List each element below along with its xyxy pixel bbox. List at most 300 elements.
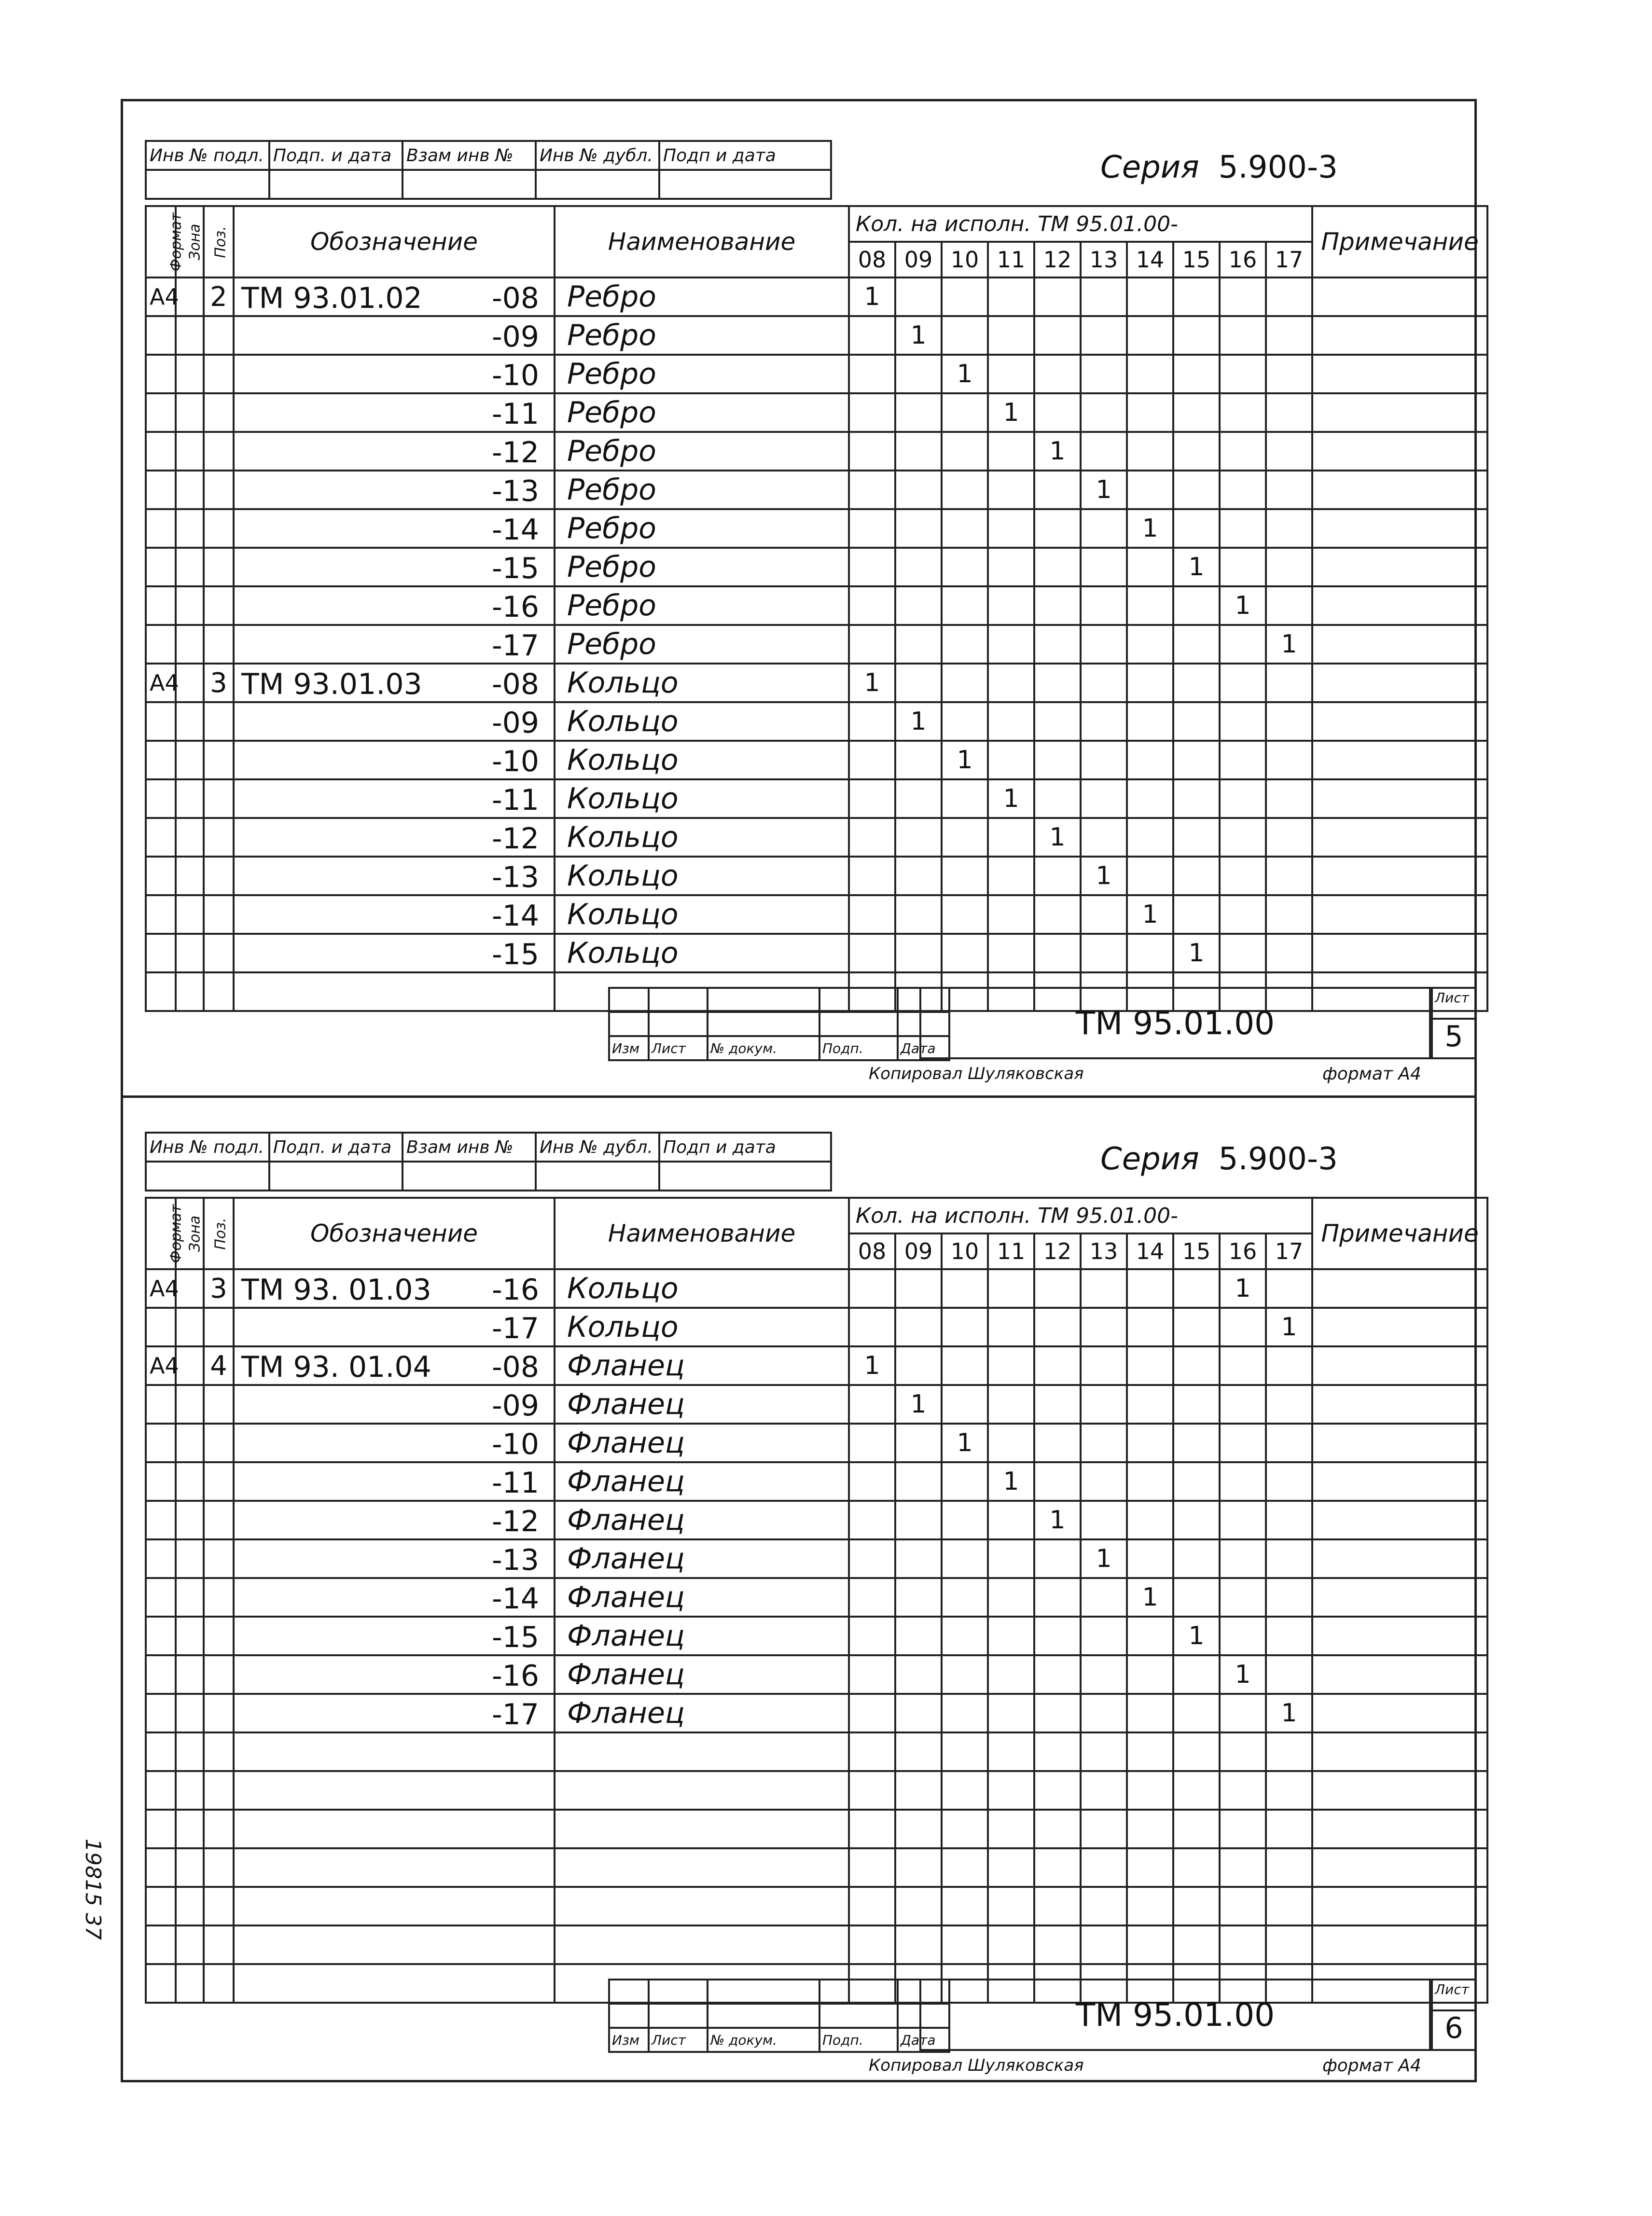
- header-designation: Обозначение: [234, 1198, 555, 1269]
- revision-cell: [819, 988, 898, 1012]
- quantity-cell: [1266, 548, 1312, 586]
- designation-suffix: -15: [492, 552, 539, 585]
- quantity-cell: [849, 1694, 895, 1732]
- designation-cell: [234, 277, 555, 316]
- quantity-cell: [1034, 1539, 1081, 1578]
- quantity-cell: [1173, 1655, 1220, 1694]
- name-cell: Кольцо: [555, 779, 849, 818]
- format-cell: А4: [146, 1346, 176, 1385]
- quantity-cell: [1266, 934, 1312, 972]
- revision-cell: [609, 1980, 649, 2004]
- quantity-cell: 1: [988, 393, 1034, 432]
- header-name: Наименование: [555, 206, 849, 277]
- quantity-cell: [1034, 355, 1081, 393]
- quantity-cell: [1034, 1269, 1081, 1308]
- designation-cell: [234, 1308, 555, 1346]
- position-cell: [204, 1308, 234, 1346]
- empty-cell: [1220, 1732, 1266, 1771]
- name-cell: Кольцо: [555, 1308, 849, 1346]
- designation-suffix: -08: [492, 1350, 539, 1384]
- header-variant: 10: [942, 242, 988, 277]
- sheet-number-box: [1431, 1979, 1477, 2051]
- name-cell: Кольцо: [555, 818, 849, 857]
- quantity-cell: [1266, 586, 1312, 625]
- zone-cell: [176, 316, 204, 355]
- quantity-cell: [895, 818, 942, 857]
- empty-cell: [1127, 1810, 1173, 1848]
- designation-cell: [234, 1617, 555, 1655]
- empty-cell: [1220, 1925, 1266, 1964]
- empty-cell: [1034, 1771, 1081, 1810]
- quantity-cell: [1173, 432, 1220, 471]
- quantity-cell: [1266, 741, 1312, 779]
- zone-cell: [176, 1424, 204, 1462]
- quantity-cell: [1081, 393, 1127, 432]
- quantity-cell: [1173, 702, 1220, 741]
- empty-cell: [146, 1887, 176, 1925]
- revision-label: Подп.: [819, 1036, 898, 1060]
- header-zone-text: Зона: [186, 1215, 204, 1252]
- quantity-cell: [849, 432, 895, 471]
- quantity-cell: [1173, 1462, 1220, 1501]
- zone-cell: [176, 625, 204, 664]
- quantity-cell: [1266, 432, 1312, 471]
- note-cell: [1312, 432, 1487, 471]
- table-row: [146, 818, 1487, 857]
- format-cell: [146, 818, 176, 857]
- table-row: [146, 1694, 1487, 1732]
- empty-cell: [895, 1771, 942, 1810]
- header-variant: 17: [1266, 242, 1312, 277]
- position-cell: [204, 818, 234, 857]
- quantity-cell: [1081, 1269, 1127, 1308]
- position-cell: [204, 779, 234, 818]
- designation-suffix: -12: [492, 1505, 539, 1538]
- quantity-cell: 1: [849, 664, 895, 702]
- document-number: ТМ 95.01.00: [919, 987, 1431, 1059]
- quantity-cell: [1266, 1269, 1312, 1308]
- name-cell: Ребро: [555, 393, 849, 432]
- format-cell: [146, 1539, 176, 1578]
- note-cell: [1312, 1578, 1487, 1617]
- zone-cell: [176, 1385, 204, 1424]
- revision-label: Изм: [609, 2028, 649, 2052]
- quantity-cell: [849, 895, 895, 934]
- zone-cell: [176, 548, 204, 586]
- table-row: [146, 509, 1487, 548]
- quantity-cell: [1034, 857, 1081, 895]
- name-cell: Фланец: [555, 1694, 849, 1732]
- name-cell: Кольцо: [555, 664, 849, 702]
- quantity-cell: [1220, 1617, 1266, 1655]
- header-variant: 11: [988, 242, 1034, 277]
- designation-suffix: -10: [492, 745, 539, 778]
- empty-cell: [204, 1964, 234, 2003]
- quantity-cell: [1220, 1578, 1266, 1617]
- quantity-cell: [1081, 1385, 1127, 1424]
- quantity-cell: [1266, 1501, 1312, 1539]
- revision-cell: [609, 1012, 649, 1036]
- designation-cell: [234, 1269, 555, 1308]
- quantity-cell: [988, 818, 1034, 857]
- header-pos: [204, 1198, 234, 1269]
- quantity-cell: [988, 277, 1034, 316]
- quantity-cell: 1: [895, 702, 942, 741]
- quantity-cell: 1: [1266, 1308, 1312, 1346]
- format-cell: [146, 625, 176, 664]
- quantity-cell: [1173, 895, 1220, 934]
- quantity-cell: [942, 857, 988, 895]
- table-row: [146, 1462, 1487, 1501]
- quantity-cell: [849, 1539, 895, 1578]
- zone-cell: [176, 393, 204, 432]
- quantity-cell: [849, 393, 895, 432]
- quantity-cell: [895, 277, 942, 316]
- quantity-cell: [942, 509, 988, 548]
- quantity-cell: 1: [1173, 934, 1220, 972]
- zone-cell: [176, 779, 204, 818]
- revision-cell: [649, 1980, 708, 2004]
- position-cell: [204, 1424, 234, 1462]
- revision-grid: [608, 1979, 950, 2053]
- quantity-cell: [1034, 1346, 1081, 1385]
- inventory-header: Подп. и дата: [269, 1133, 403, 1162]
- header-note: Примечание: [1312, 1198, 1487, 1269]
- empty-cell: [1312, 1810, 1487, 1848]
- empty-cell: [1220, 1771, 1266, 1810]
- table-row: [146, 432, 1487, 471]
- designation-base: ТМ 93. 01.04: [241, 1350, 431, 1384]
- name-cell: Ребро: [555, 471, 849, 509]
- quantity-cell: [1266, 818, 1312, 857]
- empty-cell: [988, 1771, 1034, 1810]
- designation-cell: [234, 316, 555, 355]
- header-designation: Обозначение: [234, 206, 555, 277]
- header-variant: 17: [1266, 1233, 1312, 1269]
- quantity-cell: [1127, 316, 1173, 355]
- format-cell: [146, 702, 176, 741]
- inventory-cell: [536, 170, 659, 199]
- quantity-cell: [1081, 1462, 1127, 1501]
- quantity-cell: [988, 741, 1034, 779]
- inventory-header: Инв № дубл.: [536, 1133, 659, 1162]
- quantity-cell: [1034, 548, 1081, 586]
- header-variant: 09: [895, 242, 942, 277]
- quantity-cell: [1034, 277, 1081, 316]
- header-note: Примечание: [1312, 206, 1487, 277]
- quantity-cell: [1266, 316, 1312, 355]
- table-row: [146, 1424, 1487, 1462]
- designation-cell: [234, 895, 555, 934]
- zone-cell: [176, 741, 204, 779]
- format-cell: [146, 895, 176, 934]
- empty-cell: [1081, 1848, 1127, 1887]
- empty-cell: [234, 1771, 555, 1810]
- quantity-cell: [1220, 857, 1266, 895]
- quantity-cell: [942, 432, 988, 471]
- format-cell: [146, 741, 176, 779]
- quantity-cell: [1127, 277, 1173, 316]
- table-row: [146, 741, 1487, 779]
- copied-by: Копировал Шуляковская: [869, 1064, 1084, 1083]
- quantity-cell: [942, 316, 988, 355]
- designation-suffix: -10: [492, 359, 539, 392]
- empty-cell: [895, 1810, 942, 1848]
- quantity-cell: [1173, 625, 1220, 664]
- revision-label: Лист: [649, 1036, 708, 1060]
- quantity-cell: [1127, 934, 1173, 972]
- designation-base: ТМ 93. 01.03: [241, 1273, 431, 1307]
- format-cell: [146, 1617, 176, 1655]
- quantity-cell: [1034, 1694, 1081, 1732]
- empty-cell: [204, 1848, 234, 1887]
- quantity-cell: [942, 1578, 988, 1617]
- revision-cell: [708, 1012, 819, 1036]
- quantity-cell: [849, 1308, 895, 1346]
- designation-suffix: -09: [492, 320, 539, 354]
- quantity-cell: [895, 741, 942, 779]
- name-cell: Ребро: [555, 277, 849, 316]
- quantity-cell: [942, 1694, 988, 1732]
- quantity-cell: [1173, 818, 1220, 857]
- quantity-cell: [849, 355, 895, 393]
- empty-cell: [1220, 1848, 1266, 1887]
- empty-cell: [1266, 1925, 1312, 1964]
- position-cell: [204, 741, 234, 779]
- quantity-cell: 1: [849, 277, 895, 316]
- table-row: [146, 1578, 1487, 1617]
- header-variant: 16: [1220, 1233, 1266, 1269]
- quantity-cell: [988, 1578, 1034, 1617]
- name-cell: Фланец: [555, 1462, 849, 1501]
- designation-cell: [234, 393, 555, 432]
- table-row: [146, 895, 1487, 934]
- zone-cell: [176, 1346, 204, 1385]
- note-cell: [1312, 1539, 1487, 1578]
- quantity-cell: [1034, 1424, 1081, 1462]
- quantity-cell: 1: [1127, 509, 1173, 548]
- position-cell: [204, 1578, 234, 1617]
- quantity-cell: [942, 818, 988, 857]
- quantity-cell: [1220, 1385, 1266, 1424]
- empty-cell: [942, 1771, 988, 1810]
- designation-suffix: -14: [492, 899, 539, 933]
- header-quantity: Кол. на исполн. ТМ 95.01.00-: [849, 206, 1312, 242]
- empty-cell: [176, 1964, 204, 2003]
- empty-cell: [849, 1848, 895, 1887]
- position-cell: 2: [204, 277, 234, 316]
- quantity-cell: [1081, 625, 1127, 664]
- quantity-cell: [1173, 1501, 1220, 1539]
- quantity-cell: 1: [1034, 818, 1081, 857]
- empty-cell: [234, 1964, 555, 2003]
- empty-cell: [1081, 1732, 1127, 1771]
- empty-cell: [176, 1810, 204, 1848]
- quantity-cell: [895, 355, 942, 393]
- empty-row: [146, 1771, 1487, 1810]
- inventory-cell: [536, 1162, 659, 1191]
- quantity-cell: [895, 548, 942, 586]
- quantity-cell: [849, 1578, 895, 1617]
- empty-cell: [895, 1887, 942, 1925]
- header-pos-text: Поз.: [212, 1217, 229, 1250]
- header-zone-text: Зона: [186, 223, 204, 260]
- series-label: [1100, 1141, 1338, 1177]
- quantity-cell: [988, 1308, 1034, 1346]
- quantity-cell: [942, 277, 988, 316]
- quantity-cell: [1173, 509, 1220, 548]
- empty-cell: [176, 972, 204, 1011]
- designation-suffix: -11: [492, 783, 539, 817]
- empty-cell: [146, 1810, 176, 1848]
- quantity-cell: [942, 1385, 988, 1424]
- note-cell: [1312, 741, 1487, 779]
- sheet-label: Лист: [1435, 1981, 1469, 1997]
- designation-cell: [234, 818, 555, 857]
- quantity-cell: [1220, 818, 1266, 857]
- empty-cell: [555, 1771, 849, 1810]
- header-variant: 08: [849, 1233, 895, 1269]
- inventory-header: Подп. и дата: [269, 141, 403, 170]
- empty-cell: [1081, 1887, 1127, 1925]
- sheet-number: 6: [1433, 2009, 1475, 2053]
- designation-suffix: -17: [492, 1698, 539, 1731]
- designation-cell: [234, 934, 555, 972]
- quantity-cell: [1034, 1655, 1081, 1694]
- empty-cell: [942, 1848, 988, 1887]
- designation-suffix: -12: [492, 436, 539, 470]
- name-cell: Фланец: [555, 1578, 849, 1617]
- quantity-cell: [895, 1539, 942, 1578]
- zone-cell: [176, 1694, 204, 1732]
- name-cell: Кольцо: [555, 895, 849, 934]
- empty-cell: [1173, 1810, 1220, 1848]
- empty-cell: [1173, 1848, 1220, 1887]
- designation-suffix: -16: [492, 1273, 539, 1307]
- note-cell: [1312, 818, 1487, 857]
- note-cell: [1312, 509, 1487, 548]
- quantity-cell: [1266, 1346, 1312, 1385]
- revision-label: № докум.: [708, 1036, 819, 1060]
- format-cell: [146, 586, 176, 625]
- name-cell: Фланец: [555, 1501, 849, 1539]
- designation-cell: [234, 625, 555, 664]
- table-row: [146, 934, 1487, 972]
- empty-cell: [1127, 1848, 1173, 1887]
- quantity-cell: [849, 1501, 895, 1539]
- quantity-cell: [1220, 355, 1266, 393]
- name-cell: Ребро: [555, 355, 849, 393]
- note-cell: [1312, 1694, 1487, 1732]
- quantity-cell: [1034, 702, 1081, 741]
- quantity-cell: [988, 586, 1034, 625]
- header-variant: 15: [1173, 242, 1220, 277]
- quantity-cell: [849, 1617, 895, 1655]
- quantity-cell: [942, 779, 988, 818]
- empty-cell: [176, 1732, 204, 1771]
- quantity-cell: [1266, 857, 1312, 895]
- empty-cell: [146, 1964, 176, 2003]
- empty-cell: [988, 1810, 1034, 1848]
- quantity-cell: [1081, 1308, 1127, 1346]
- quantity-cell: [895, 471, 942, 509]
- quantity-cell: [1266, 702, 1312, 741]
- format-cell: [146, 779, 176, 818]
- format-cell: [146, 1308, 176, 1346]
- quantity-cell: [1173, 393, 1220, 432]
- note-cell: [1312, 586, 1487, 625]
- format-cell: [146, 1424, 176, 1462]
- empty-cell: [942, 1810, 988, 1848]
- designation-cell: [234, 1424, 555, 1462]
- revision-cell: [609, 988, 649, 1012]
- designation-cell: [234, 1462, 555, 1501]
- empty-cell: [234, 1810, 555, 1848]
- quantity-cell: [895, 1424, 942, 1462]
- empty-cell: [1266, 1848, 1312, 1887]
- quantity-cell: [988, 1385, 1034, 1424]
- table-row: [146, 548, 1487, 586]
- quantity-cell: [1220, 471, 1266, 509]
- empty-cell: [1034, 1848, 1081, 1887]
- zone-cell: [176, 702, 204, 741]
- quantity-cell: [1266, 1462, 1312, 1501]
- zone-cell: [176, 934, 204, 972]
- table-row: [146, 1539, 1487, 1578]
- quantity-cell: [942, 625, 988, 664]
- copied-by: Копировал Шуляковская: [869, 2056, 1084, 2075]
- inventory-header: Взам инв №: [403, 141, 536, 170]
- quantity-cell: [1220, 393, 1266, 432]
- table-row: [146, 586, 1487, 625]
- name-cell: Ребро: [555, 432, 849, 471]
- header-variant: 13: [1081, 1233, 1127, 1269]
- format-cell: [146, 509, 176, 548]
- quantity-cell: [1127, 702, 1173, 741]
- empty-cell: [895, 1848, 942, 1887]
- quantity-cell: [1034, 471, 1081, 509]
- quantity-cell: [895, 857, 942, 895]
- quantity-cell: [1220, 1694, 1266, 1732]
- quantity-cell: [1220, 625, 1266, 664]
- quantity-cell: 1: [895, 316, 942, 355]
- quantity-cell: [988, 1617, 1034, 1655]
- format-cell: [146, 1694, 176, 1732]
- quantity-cell: [942, 548, 988, 586]
- empty-cell: [176, 1887, 204, 1925]
- table-row: [146, 355, 1487, 393]
- note-cell: [1312, 1385, 1487, 1424]
- quantity-cell: [988, 509, 1034, 548]
- quantity-cell: [1266, 1385, 1312, 1424]
- quantity-cell: [1220, 1462, 1266, 1501]
- quantity-cell: [1173, 586, 1220, 625]
- inventory-block: [145, 1132, 832, 1191]
- quantity-cell: [1127, 1694, 1173, 1732]
- inventory-cell: [403, 1162, 536, 1191]
- empty-cell: [555, 1925, 849, 1964]
- position-cell: [204, 895, 234, 934]
- position-cell: [204, 316, 234, 355]
- quantity-cell: [988, 702, 1034, 741]
- zone-cell: [176, 277, 204, 316]
- title-block: [608, 1979, 1477, 2051]
- quantity-cell: [1081, 934, 1127, 972]
- quantity-cell: 1: [849, 1346, 895, 1385]
- quantity-cell: [1220, 895, 1266, 934]
- table-row: [146, 393, 1487, 432]
- quantity-cell: [1266, 664, 1312, 702]
